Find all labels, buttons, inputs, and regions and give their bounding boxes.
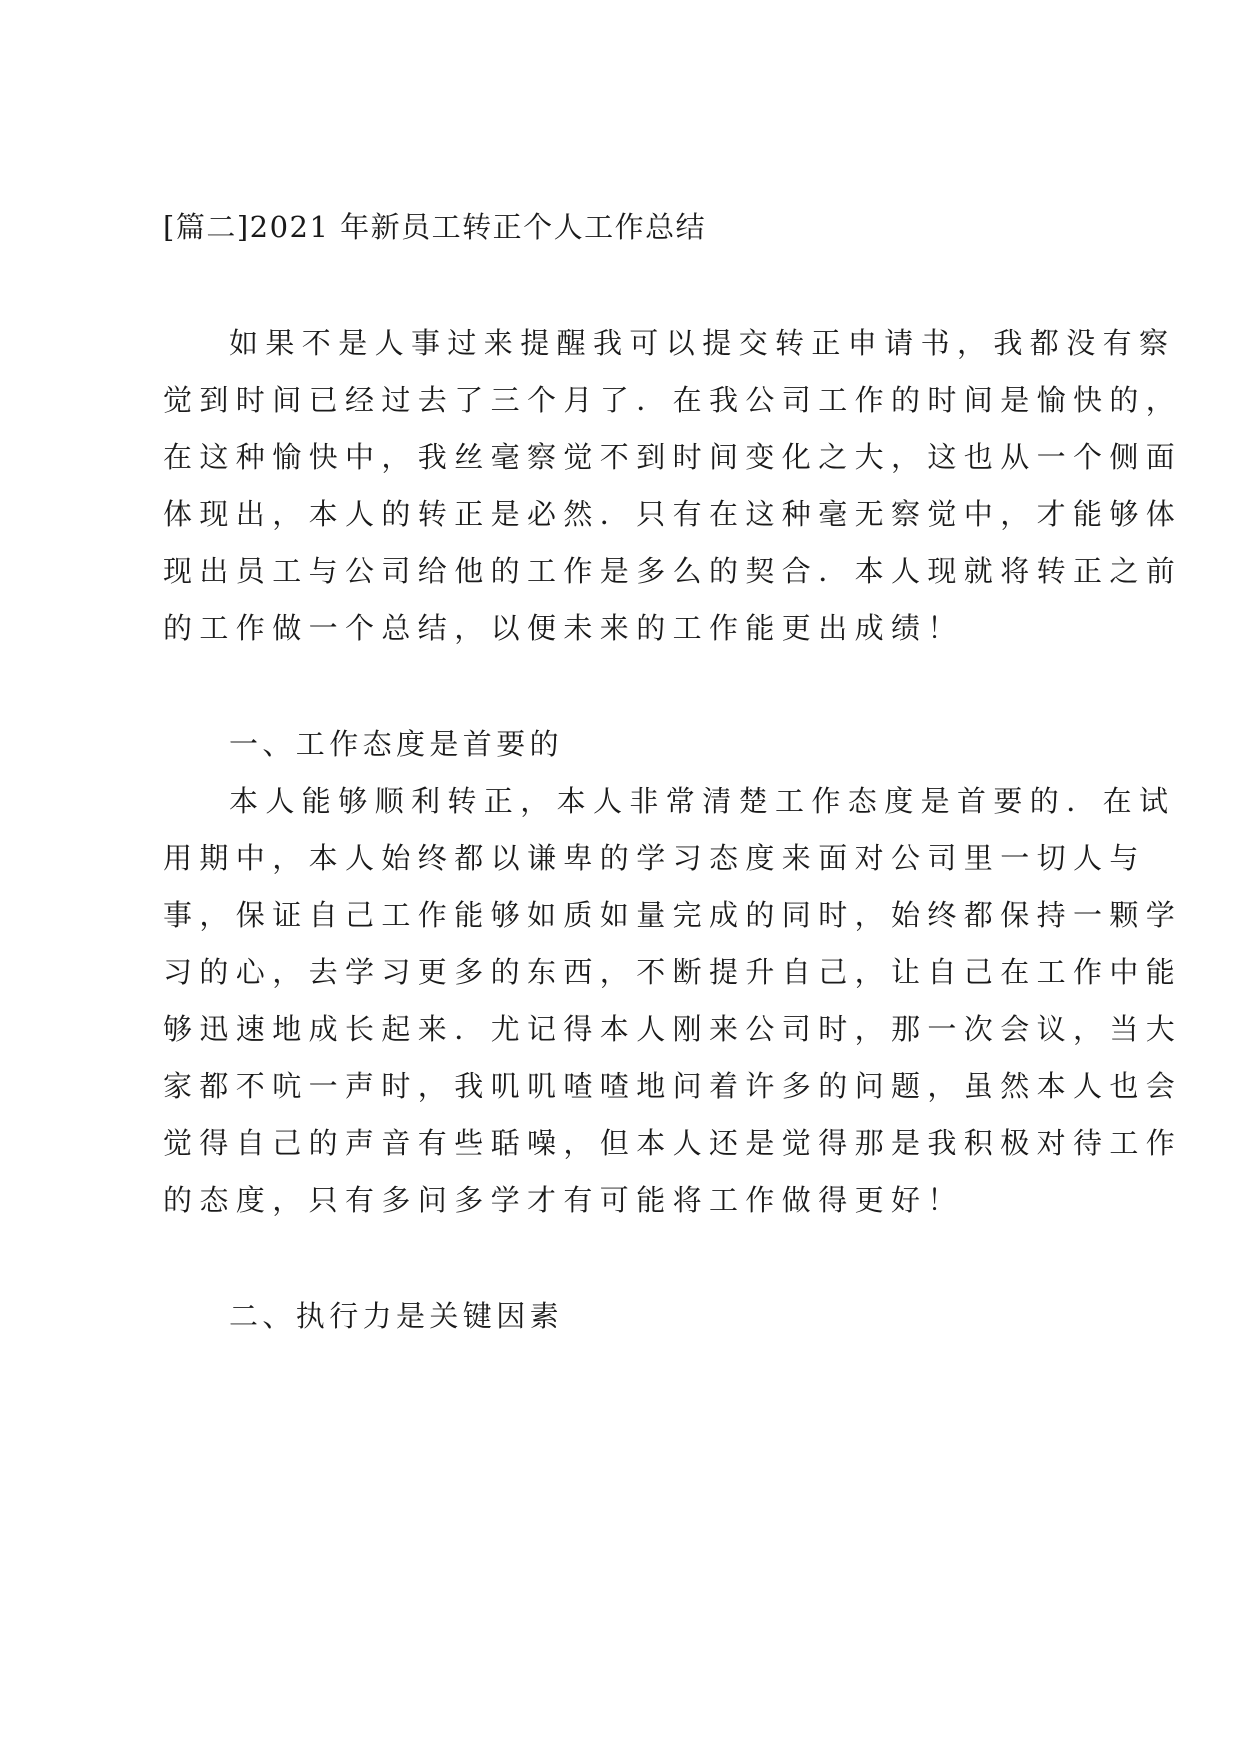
intro-line-4: 体现出，本人的转正是必然．只有在这种毫无察觉中，才能够体 [163,497,1183,531]
section1-line-6: 家都不吭一声时，我叽叽喳喳地问着许多的问题，虽然本人也会 [163,1069,1183,1103]
section1-line-4: 习的心，去学习更多的东西，不断提升自己，让自己在工作中能 [163,955,1183,989]
intro-line-1: 如果不是人事过来提醒我可以提交转正申请书，我都没有察 [229,326,1176,360]
document-title: [篇二]2021 年新员工转正个人工作总结 [163,210,707,244]
intro-line-3: 在这种愉快中，我丝毫察觉不到时间变化之大，这也从一个侧面 [163,440,1183,474]
section1-line-3: 事，保证自己工作能够如质如量完成的同时，始终都保持一颗学 [163,898,1183,932]
intro-line-6: 的工作做一个总结，以便未来的工作能更出成绩！ [163,611,964,645]
section-heading-2: 二、执行力是关键因素 [229,1299,564,1333]
intro-line-5: 现出员工与公司给他的工作是多么的契合．本人现就将转正之前 [163,554,1183,588]
section1-line-7: 觉得自己的声音有些聒噪，但本人还是觉得那是我积极对待工作 [163,1126,1183,1160]
section-heading-1: 一、工作态度是首要的 [229,727,564,761]
intro-line-2: 觉到时间已经过去了三个月了．在我公司工作的时间是愉快的， [163,383,1183,417]
section1-line-2: 用期中，本人始终都以谦卑的学习态度来面对公司里一切人与 [163,841,1146,875]
section1-line-8: 的态度，只有多问多学才有可能将工作做得更好！ [163,1183,964,1217]
section1-line-5: 够迅速地成长起来．尤记得本人刚来公司时，那一次会议，当大 [163,1012,1183,1046]
section1-line-1: 本人能够顺利转正，本人非常清楚工作态度是首要的．在试 [229,784,1176,818]
